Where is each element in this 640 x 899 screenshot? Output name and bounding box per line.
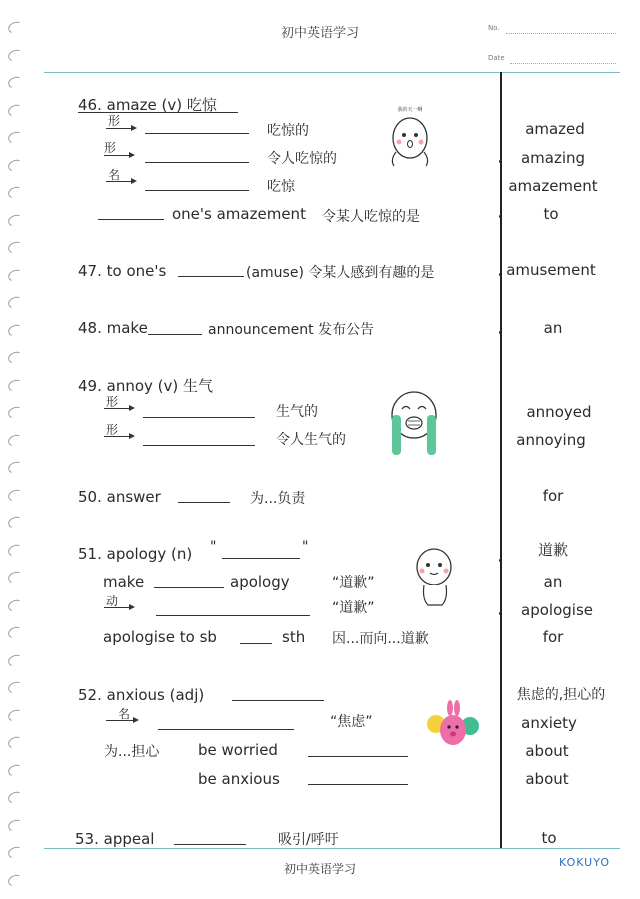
surprised-sticker (384, 102, 436, 170)
answer-50: for (542, 487, 564, 505)
entry-52-quote: “焦虑” (330, 714, 373, 730)
entry-46-pos-2: 形 (104, 141, 117, 155)
arrow-head-icon (131, 178, 137, 184)
entry-48-suffix: announcement 发布公告 (208, 322, 375, 338)
binding-ring (7, 542, 25, 557)
answer-53: to (541, 829, 557, 847)
arrow-line (106, 128, 132, 129)
page-header-title: 初中英语学习 (280, 26, 359, 41)
entry-51-quote-2: “道歉” (332, 600, 375, 616)
entry-51-blank-1 (222, 558, 300, 559)
arrow-line (106, 720, 134, 721)
entry-47-prefix: 47. to one's (78, 262, 167, 280)
binding-ring (7, 405, 25, 420)
entry-48-prefix: 48. make (78, 319, 148, 337)
binding-ring (7, 102, 25, 117)
sticker-caption: 我的天一啊 (397, 107, 423, 113)
entry-46-blank-3 (145, 190, 249, 191)
entry-46-meaning-3: 吃惊 (267, 179, 295, 195)
answer-46-2: amazing (520, 149, 586, 167)
binding-ring (7, 460, 25, 475)
answer-51-4: for (542, 628, 564, 646)
entry-53-prefix: 53. appeal (75, 830, 155, 848)
answer-52-2: anxiety (521, 714, 577, 732)
entry-47-blank (178, 276, 244, 277)
date-label: Date (488, 54, 505, 62)
binding-ring (7, 130, 25, 145)
entry-47-suffix: (amuse) 令某人感到有趣的是 (246, 265, 435, 281)
arrow-head-icon (129, 433, 135, 439)
arrow-line (106, 181, 132, 182)
entry-51-make: make (103, 573, 145, 591)
arrow-line (104, 155, 130, 156)
arrow-head-icon (131, 125, 137, 131)
entry-52-blank-3 (308, 756, 408, 757)
binding-ring (7, 267, 25, 282)
binding-ring (7, 157, 25, 172)
no-label: No. (488, 24, 500, 32)
binding-ring (7, 240, 25, 255)
arrow-line (104, 408, 130, 409)
entry-52-anxious: be anxious (198, 770, 280, 788)
answer-46-4: to (543, 205, 559, 223)
entry-51-apologise-meaning: 因...而向...道歉 (332, 631, 429, 647)
quote-close: " (302, 539, 309, 555)
no-line (506, 33, 616, 34)
margin-dot (499, 559, 502, 562)
entry-52-for-label: 为...担心 (104, 744, 160, 760)
answer-49-1: annoyed (526, 403, 592, 421)
binding-ring (7, 735, 25, 750)
entry-46-blank-2 (145, 162, 249, 163)
crying-sticker (384, 385, 444, 457)
entry-46-blank-4 (98, 219, 164, 220)
entry-50-suffix: 为...负责 (250, 491, 306, 507)
entry-51-apology: apology (230, 573, 290, 591)
entry-50-prefix: 50. answer (78, 488, 161, 506)
entry-51-head: 51. apology (n) (78, 545, 193, 563)
entry-46-pos-3: 名 (108, 168, 121, 182)
entry-51-blank-4 (240, 643, 272, 644)
answer-48: an (543, 319, 563, 337)
entry-48-blank (148, 334, 202, 335)
binding-ring (7, 762, 25, 777)
entry-49-blank-2 (143, 445, 255, 446)
binding-ring (7, 680, 25, 695)
entry-51-sth: sth (282, 628, 306, 646)
answer-52-3: about (525, 742, 569, 760)
entry-46-blank-1 (145, 133, 249, 134)
page-footer-title: 初中英语学习 (283, 862, 356, 876)
quote-open: " (210, 539, 217, 555)
waving-sticker (410, 545, 458, 607)
answer-52-4: about (525, 770, 569, 788)
binding-ring (7, 75, 25, 90)
entry-52-blank-4 (308, 784, 408, 785)
date-line (510, 63, 616, 64)
top-rule (44, 72, 620, 73)
binding-ring (7, 597, 25, 612)
binding-ring (7, 377, 25, 392)
margin-dot (499, 160, 502, 163)
entry-51-blank-2 (154, 587, 224, 588)
entry-46-pos-1: 形 (108, 114, 121, 128)
binding-ring (7, 625, 25, 640)
entry-46-phrase-meaning: 令某人吃惊的是 (322, 209, 420, 225)
entry-51-blank-3 (156, 615, 310, 616)
entry-51-apologise: apologise to sb (103, 628, 217, 646)
entry-46-meaning-2: 令人吃惊的 (267, 151, 337, 167)
entry-49-meaning-2: 令人生气的 (276, 432, 346, 448)
binding-ring (7, 707, 25, 722)
entry-52-worried: be worried (198, 741, 278, 759)
entry-49-head: 49. annoy (v) 生气 (78, 377, 214, 395)
arrow-line (104, 436, 130, 437)
entry-49-pos-2: 形 (106, 423, 119, 437)
binding-ring (7, 570, 25, 585)
entry-51-quote-1: “道歉” (332, 575, 375, 591)
answer-51-2: an (543, 573, 563, 591)
binding-ring (7, 817, 25, 832)
margin-dot (499, 331, 502, 334)
entry-52-head: 52. anxious (adj) (78, 686, 205, 704)
bunny-cheer-sticker (426, 700, 480, 752)
answer-47: amusement (506, 261, 596, 279)
binding-ring (7, 212, 25, 227)
entry-46-underline (78, 112, 238, 114)
arrow-head-icon (133, 717, 139, 723)
binding-ring (7, 295, 25, 310)
binding-ring (7, 487, 25, 502)
arrow-line (104, 607, 130, 608)
binding-ring (7, 790, 25, 805)
entry-51-pos: 动 (106, 594, 119, 608)
entry-46-phrase: one's amazement (172, 205, 306, 223)
binding-ring (7, 350, 25, 365)
margin-dot (499, 273, 502, 276)
answer-52-1: 焦虑的,担心的 (516, 687, 606, 703)
margin-dot (499, 612, 502, 615)
binding-ring (7, 515, 25, 530)
entry-49-blank-1 (143, 417, 255, 418)
entry-46-meaning-1: 吃惊的 (267, 123, 309, 139)
binding-ring (7, 322, 25, 337)
binding-ring (7, 47, 25, 62)
entry-52-blank-2 (158, 729, 294, 730)
binding-ring (7, 185, 25, 200)
binding-ring (7, 845, 25, 860)
entry-50-blank (178, 502, 230, 503)
answer-51-1: 道歉 (537, 541, 568, 559)
entry-49-pos-1: 形 (106, 395, 119, 409)
entry-46-head: 46. amaze (v) 吃惊 (78, 96, 217, 114)
binding-ring (7, 432, 25, 447)
answer-46-3: amazement (508, 177, 598, 195)
entry-53-blank (174, 844, 246, 845)
binding-ring (7, 652, 25, 667)
answer-51-3: apologise (521, 601, 593, 619)
entry-52-pos: 名 (118, 707, 131, 721)
entry-49-meaning-1: 生气的 (276, 404, 318, 420)
answer-46-1: amazed (525, 120, 585, 138)
margin-dot (499, 215, 502, 218)
brand-logo: KOKUYO (558, 856, 610, 869)
arrow-head-icon (129, 604, 135, 610)
answer-49-2: annoying (516, 431, 586, 449)
arrow-head-icon (129, 405, 135, 411)
entry-53-suffix: 吸引/呼吁 (278, 832, 339, 848)
arrow-head-icon (129, 152, 135, 158)
entry-52-blank-1 (232, 700, 324, 701)
